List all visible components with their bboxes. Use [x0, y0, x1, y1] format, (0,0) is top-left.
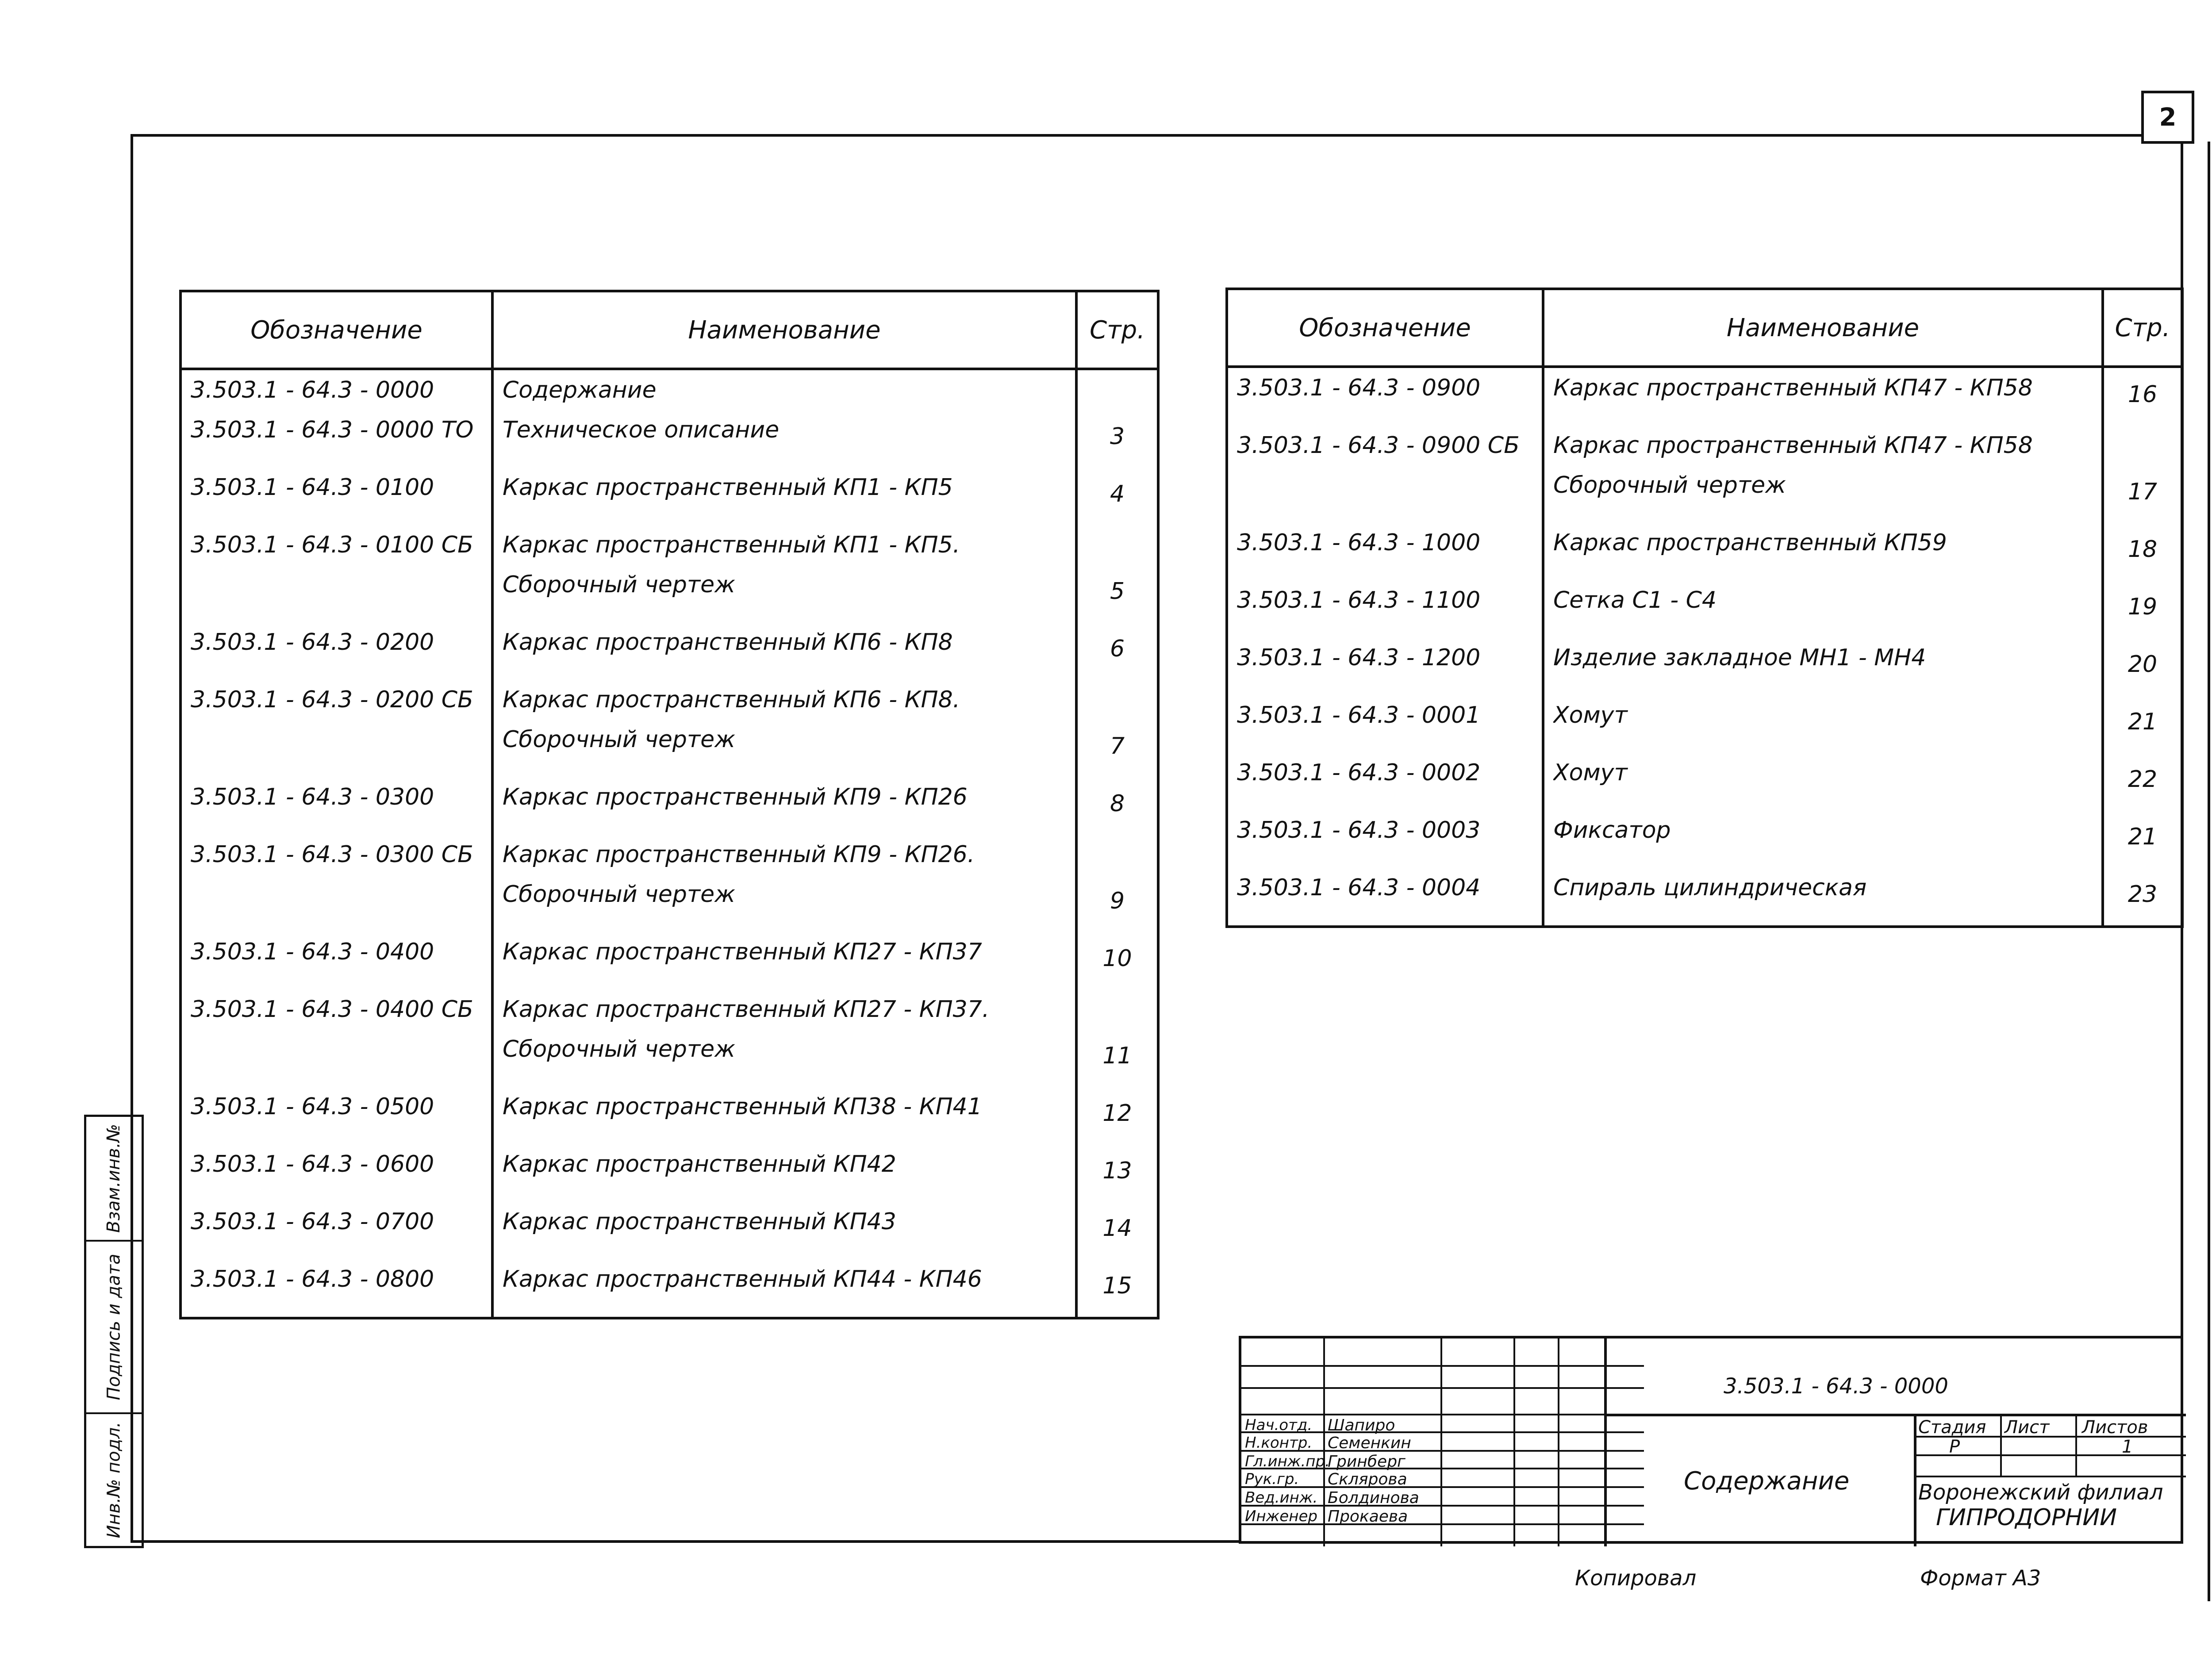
cell-name: [492, 680, 1076, 777]
signature-role: Нач.отд.: [1245, 1416, 1313, 1434]
cell-name: [492, 1087, 1076, 1144]
name-line: Каркас пространственный КП9 - КП26: [503, 784, 968, 810]
code-line: 3.503.1 - 64.3 - 0004: [1237, 874, 1481, 901]
name-line: Фиксатор: [1553, 817, 1671, 844]
toc-table-right: [1225, 288, 2184, 928]
name-line: Каркас пространственный КП44 - КП46: [503, 1266, 982, 1292]
cell-page: 12: [1076, 1087, 1158, 1144]
cell-name: [492, 1259, 1076, 1318]
toc-table-left: [179, 290, 1160, 1319]
cell-page: 21: [2103, 810, 2182, 868]
cell-page: 22: [2103, 753, 2182, 810]
cell-code: [180, 680, 492, 777]
cell-page: 18: [2103, 523, 2182, 580]
cell-code: [1227, 695, 1543, 753]
code-line: 3.503.1 - 64.3 - 0600: [191, 1151, 434, 1177]
code-line: [1237, 465, 1533, 505]
toc-row: [180, 777, 1158, 835]
format-label: Формат А3: [1920, 1566, 2041, 1591]
toc-row: [180, 989, 1158, 1087]
right-edge-line: [2208, 142, 2210, 1601]
code-line: 3.503.1 - 64.3 - 0002: [1237, 759, 1481, 786]
name-line: Каркас пространственный КП47 - КП58: [1553, 375, 2033, 401]
cell-code: [1227, 426, 1543, 523]
name-line: Содержание: [503, 377, 657, 403]
cell-page: 17: [2103, 426, 2182, 523]
name-line: Сборочный чертеж: [503, 571, 735, 598]
name-line: Хомут: [1553, 702, 1628, 729]
code-line: 3.503.1 - 64.3 - 0900: [1237, 375, 1481, 401]
code-line: 3.503.1 - 64.3 - 0800: [191, 1266, 434, 1292]
toc-row: [180, 1259, 1158, 1318]
cell-page: 16: [2103, 367, 2182, 426]
cell-page: 23: [2103, 868, 2182, 927]
strip-cell-sign: [86, 1240, 142, 1413]
cell-name: [492, 989, 1076, 1087]
cell-name: [1543, 367, 2103, 426]
name-line: Каркас пространственный КП38 - КП41: [503, 1093, 982, 1120]
header-name: Наименование: [1543, 289, 2103, 367]
title-block: [1239, 1336, 2183, 1544]
code-line: 3.503.1 - 64.3 - 0001: [1237, 702, 1481, 729]
code-line: 3.503.1 - 64.3 - 0003: [1237, 817, 1481, 844]
cell-code: [1227, 638, 1543, 695]
cell-page: 3: [1076, 369, 1158, 468]
code-line: 3.503.1 - 64.3 - 0500: [191, 1093, 434, 1120]
code-line: [191, 1029, 482, 1069]
signature-name: Гринберг: [1328, 1453, 1406, 1471]
sheets-label: Листов: [2082, 1417, 2148, 1438]
cell-page: 15: [1076, 1259, 1158, 1318]
cell-code: [1227, 580, 1543, 638]
sheet-number: 2: [2141, 91, 2194, 144]
cell-name: [492, 622, 1076, 680]
name-line: Каркас пространственный КП27 - КП37.: [503, 996, 990, 1023]
name-line: Изделие закладное МН1 - МН4: [1553, 644, 1926, 671]
toc-row: [180, 369, 1158, 468]
cell-code: [180, 1202, 492, 1259]
cell-name: [492, 525, 1076, 622]
cell-name: [492, 1144, 1076, 1202]
cell-page: 13: [1076, 1144, 1158, 1202]
cell-page: 4: [1076, 468, 1158, 525]
cell-code: [180, 1259, 492, 1318]
code-line: 3.503.1 - 64.3 - 0400: [191, 939, 434, 965]
code-line: 3.503.1 - 64.3 - 0400 СБ: [191, 996, 473, 1023]
name-line: Техническое описание: [503, 417, 780, 443]
cell-code: [180, 932, 492, 989]
cell-code: [1227, 810, 1543, 868]
sheets-value: 1: [2122, 1437, 2133, 1457]
toc-row: [1227, 695, 2182, 753]
signature-role: Вед.инж.: [1245, 1489, 1318, 1507]
cell-code: [180, 777, 492, 835]
toc-row: [180, 932, 1158, 989]
cell-name: [1543, 426, 2103, 523]
toc-row: [180, 1202, 1158, 1259]
doc-code: 3.503.1 - 64.3 - 0000: [1724, 1374, 1948, 1399]
name-line: Спираль цилиндрическая: [1553, 874, 1867, 901]
strip-label: Подпись и дата: [104, 1254, 124, 1400]
toc-row: [180, 525, 1158, 622]
cell-code: [1227, 367, 1543, 426]
toc-row: [180, 1144, 1158, 1202]
strip-cell-replace: [86, 1117, 142, 1240]
cell-page: 7: [1076, 680, 1158, 777]
cell-name: [492, 468, 1076, 525]
code-line: 3.503.1 - 64.3 - 1200: [1237, 644, 1481, 671]
toc-row: [1227, 580, 2182, 638]
code-line: 3.503.1 - 64.3 - 0100: [191, 474, 434, 501]
signature-role: Рук.гр.: [1245, 1470, 1299, 1488]
toc-row: [180, 622, 1158, 680]
name-line: Сетка С1 - С4: [1553, 587, 1717, 614]
cell-name: [1543, 580, 2103, 638]
cell-page: 14: [1076, 1202, 1158, 1259]
strip-label: Инв.№ подл.: [104, 1422, 124, 1538]
stage-value: Р: [1949, 1437, 1960, 1457]
name-line: Каркас пространственный КП47 - КП58: [1553, 432, 2033, 459]
name-line: Сборочный чертеж: [1553, 472, 1786, 499]
code-line: 3.503.1 - 64.3 - 1000: [1237, 529, 1481, 556]
name-line: Каркас пространственный КП27 - КП37: [503, 939, 982, 965]
code-line: [191, 720, 482, 759]
header-code: Обозначение: [1227, 289, 1543, 367]
toc-left-body: [180, 369, 1158, 1318]
cell-name: [492, 369, 1076, 468]
cell-page: 5: [1076, 525, 1158, 622]
code-line: 3.503.1 - 64.3 - 0300: [191, 784, 434, 810]
org-line2: ГИПРОДОРНИИ: [1936, 1504, 2117, 1531]
signature-name: Болдинова: [1328, 1489, 1419, 1507]
cell-code: [1227, 868, 1543, 927]
doc-title: Содержание: [1684, 1467, 1850, 1496]
code-line: 3.503.1 - 64.3 - 0300 СБ: [191, 841, 473, 868]
org-line1: Воронежский филиал: [1918, 1480, 2163, 1505]
cell-code: [1227, 753, 1543, 810]
stage-label: Стадия: [1918, 1417, 1986, 1438]
cell-code: [180, 835, 492, 932]
cell-code: [180, 1087, 492, 1144]
signature-role: Инженер: [1245, 1507, 1317, 1525]
toc-row: [1227, 753, 2182, 810]
cell-page: 9: [1076, 835, 1158, 932]
cell-page: 11: [1076, 989, 1158, 1087]
cell-page: 8: [1076, 777, 1158, 835]
strip-label: Взам.инв.№: [104, 1124, 124, 1233]
cell-code: [1227, 523, 1543, 580]
toc-row: [1227, 367, 2182, 426]
toc-row: [180, 680, 1158, 777]
cell-code: [180, 369, 492, 468]
header-page: Стр.: [2103, 289, 2182, 367]
cell-page: 6: [1076, 622, 1158, 680]
signature-name: Склярова: [1328, 1470, 1407, 1488]
cell-name: [1543, 638, 2103, 695]
cell-name: [1543, 523, 2103, 580]
name-line: Каркас пространственный КП59: [1553, 529, 1947, 556]
header-code: Обозначение: [180, 291, 492, 369]
name-line: Каркас пространственный КП6 - КП8.: [503, 686, 960, 713]
toc-row: [180, 468, 1158, 525]
code-line: 3.503.1 - 64.3 - 0700: [191, 1208, 434, 1235]
cell-code: [180, 1144, 492, 1202]
sheet-label: Лист: [2005, 1417, 2050, 1438]
toc-row: [1227, 426, 2182, 523]
signature-name: Прокаева: [1328, 1507, 1408, 1526]
name-line: Каркас пространственный КП42: [503, 1151, 896, 1177]
cell-page: 10: [1076, 932, 1158, 989]
name-line: Каркас пространственный КП9 - КП26.: [503, 841, 975, 868]
cell-page: 19: [2103, 580, 2182, 638]
strip-cell-inv: [86, 1412, 142, 1546]
cell-code: [180, 525, 492, 622]
toc-row: [1227, 638, 2182, 695]
cell-name: [1543, 695, 2103, 753]
signature-name: Шапиро: [1328, 1416, 1395, 1434]
cell-code: [180, 989, 492, 1087]
cell-name: [1543, 868, 2103, 927]
name-line: Сборочный чертеж: [503, 881, 735, 908]
cell-name: [492, 932, 1076, 989]
code-line: 3.503.1 - 64.3 - 0100 СБ: [191, 532, 473, 558]
cell-name: [492, 777, 1076, 835]
toc-row: [1227, 523, 2182, 580]
code-line: [191, 565, 482, 605]
toc-row: [180, 835, 1158, 932]
cell-code: [180, 468, 492, 525]
code-line: 3.503.1 - 64.3 - 0000 ТО: [191, 417, 474, 443]
copied-label: Копировал: [1575, 1566, 1697, 1591]
header-name: Наименование: [492, 291, 1076, 369]
code-line: [191, 874, 482, 914]
name-line: Сборочный чертеж: [503, 726, 735, 753]
name-line: Каркас пространственный КП1 - КП5.: [503, 532, 960, 558]
cell-name: [1543, 810, 2103, 868]
cell-page: 20: [2103, 638, 2182, 695]
code-line: 3.503.1 - 64.3 - 0900 СБ: [1237, 432, 1520, 459]
name-line: Каркас пространственный КП1 - КП5: [503, 474, 953, 501]
code-line: 3.503.1 - 64.3 - 0000: [191, 377, 434, 403]
cell-name: [1543, 753, 2103, 810]
code-line: 3.503.1 - 64.3 - 0200 СБ: [191, 686, 473, 713]
code-line: 3.503.1 - 64.3 - 0200: [191, 629, 434, 656]
toc-row: [1227, 868, 2182, 927]
name-line: Каркас пространственный КП43: [503, 1208, 896, 1235]
cell-name: [492, 1202, 1076, 1259]
toc-row: [180, 1087, 1158, 1144]
header-page: Стр.: [1076, 291, 1158, 369]
code-line: 3.503.1 - 64.3 - 1100: [1237, 587, 1481, 614]
toc-row: [1227, 810, 2182, 868]
toc-right-body: [1227, 367, 2182, 927]
signature-name: Семенкин: [1328, 1434, 1411, 1452]
cell-code: [180, 622, 492, 680]
signature-role: Гл.инж.пр.: [1245, 1453, 1330, 1470]
signature-role: Н.контр.: [1245, 1434, 1313, 1452]
side-strip: [84, 1115, 144, 1548]
cell-page: 21: [2103, 695, 2182, 753]
name-line: Сборочный чертеж: [503, 1036, 735, 1062]
name-line: Каркас пространственный КП6 - КП8: [503, 629, 953, 656]
name-line: Хомут: [1553, 759, 1628, 786]
cell-name: [492, 835, 1076, 932]
